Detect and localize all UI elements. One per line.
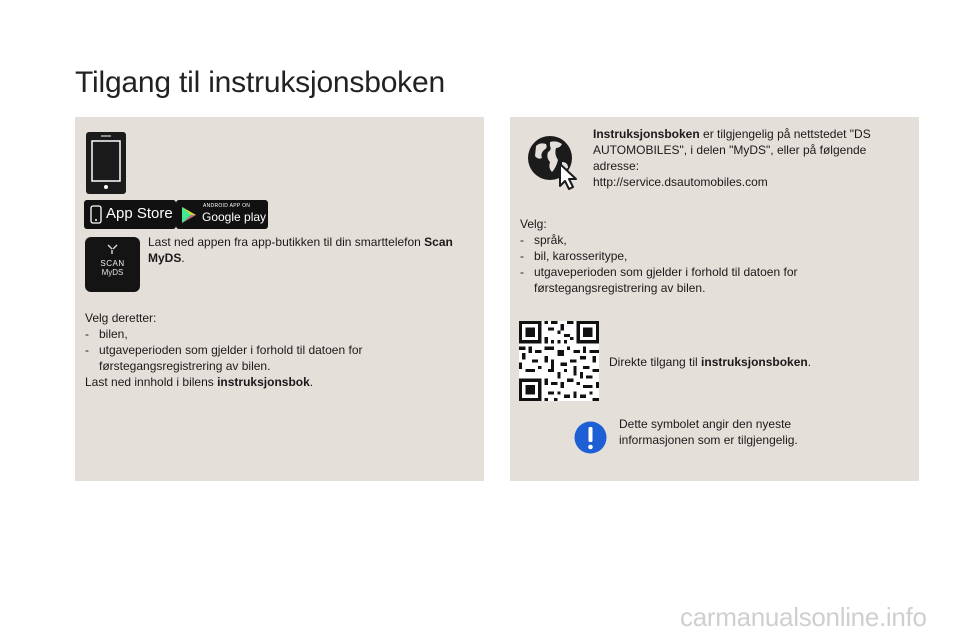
- google-play-small-label: ANDROID APP ON: [203, 203, 251, 209]
- qr-period: .: [807, 355, 812, 369]
- play-triangle-icon: [181, 206, 197, 224]
- select-block: [520, 216, 840, 296]
- direct-access-text: [609, 354, 899, 370]
- qr-bold: instruksjonsboken: [701, 355, 808, 369]
- google-play-badge[interactable]: [176, 200, 268, 229]
- list-item: - bilen,: [85, 326, 425, 342]
- list-item: - bil, karosseritype,: [520, 248, 840, 264]
- list-item: - utgaveperioden som gjelder i forhold til datoen for førstegangsregistrering av bilen.: [85, 342, 425, 374]
- download-app-text: [148, 234, 468, 266]
- google-play-label: Google play: [202, 210, 267, 224]
- smartphone-icon: [85, 131, 127, 195]
- app-store-badge[interactable]: [84, 200, 176, 229]
- exclamation-icon: [574, 421, 607, 454]
- download-content-text: [85, 374, 425, 390]
- scan-myds-bold: Scan MyDS: [148, 235, 453, 265]
- app-store-label: App Store: [106, 205, 173, 222]
- page-title: Tilgang til instruksjonsboken: [75, 66, 445, 99]
- watermark: carmanualsonline.info: [680, 602, 927, 632]
- qr-code-icon[interactable]: [519, 321, 599, 401]
- select-then-heading: Velg deretter:: [85, 311, 157, 325]
- phone-glyph-icon: [90, 205, 102, 224]
- scan-myds-app-icon: [85, 237, 140, 292]
- scan-label: SCAN: [100, 259, 125, 268]
- content-text: Last ned innhold i bilens: [85, 375, 218, 389]
- intro-text: er tilgjengelig på nettstedet "DS AUTOMOBILES", i delen "MyDS", eller på følgende adresse:: [593, 127, 871, 173]
- info-symbol-text: Dette symbolet angir den nyeste informasjonen som er tilgjengelig.: [619, 417, 798, 447]
- right-select-list: [520, 232, 840, 296]
- download-period: .: [181, 251, 185, 265]
- web-access-panel: [510, 117, 919, 481]
- globe-cursor-icon: [526, 134, 588, 190]
- service-url-link[interactable]: http://service.dsautomobiles.com: [593, 175, 768, 189]
- left-select-list: [85, 326, 425, 374]
- qr-text: Direkte tilgang til: [609, 355, 702, 369]
- list-item: - språk,: [520, 232, 840, 248]
- list-item: - utgaveperioden som gjelder i forhold til datoen for førstegangsregistrering av bilen.: [520, 264, 840, 296]
- instruksjonsbok-bold: instruksjonsbok: [217, 375, 310, 389]
- ds-logo-icon: [106, 243, 119, 256]
- website-intro-text: [593, 126, 893, 190]
- select-heading: Velg:: [520, 217, 547, 231]
- select-then-block: [85, 310, 425, 390]
- content-period: .: [309, 375, 314, 389]
- app-access-panel: [75, 117, 484, 481]
- instruksjonsboken-bold: Instruksjonsboken: [593, 127, 700, 141]
- download-text: Last ned appen fra app-butikken til din smarttelefon: [148, 235, 425, 249]
- myds-label: MyDS: [101, 268, 124, 277]
